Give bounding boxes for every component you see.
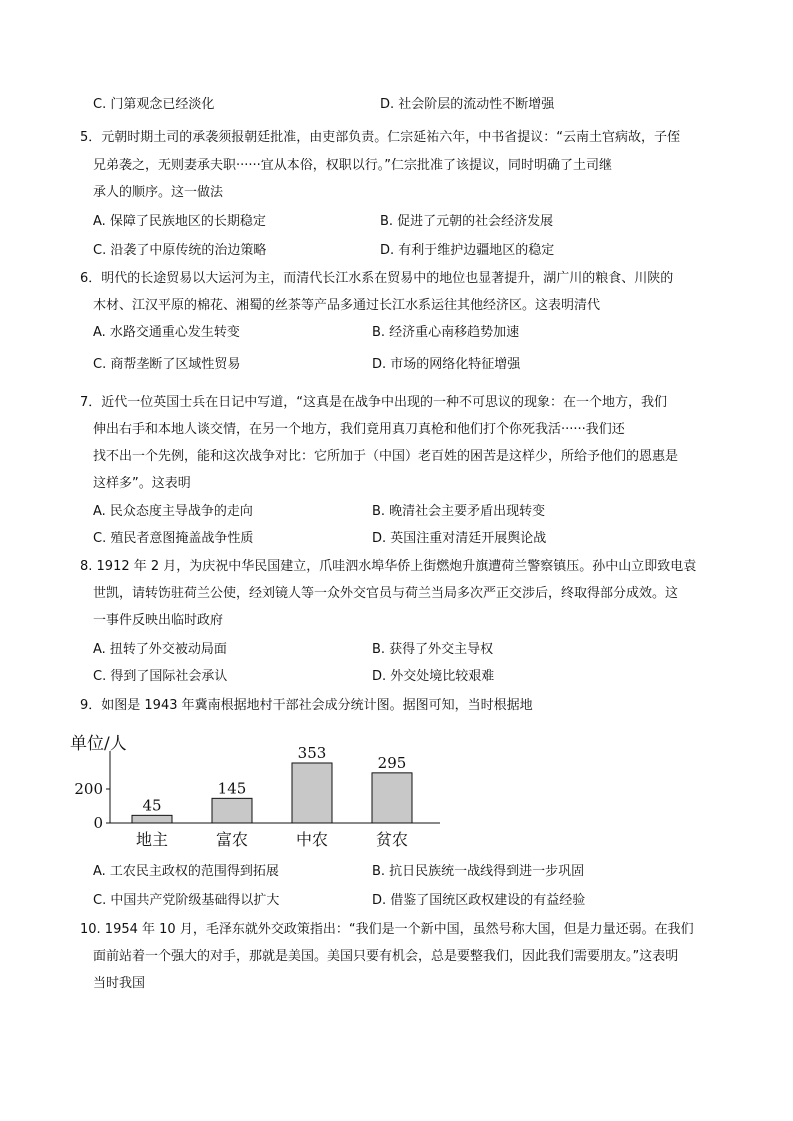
q5-option-b: B. 促进了元朝的社会经济发展 <box>380 214 554 229</box>
bar <box>292 763 332 823</box>
bar-value-label: 145 <box>217 779 247 798</box>
x-tick-label: 中农 <box>295 830 329 849</box>
q7-stem-line-4: 这样多”。这表明 <box>93 476 191 491</box>
q5-stem-line-2: 兄弟袭之，无则妻承夫职······宜从本俗，权职以行。”仁宗批准了该提议，同时明确了土司继 <box>93 158 613 173</box>
q8-option-a: A. 扭转了外交被动局面 <box>93 642 227 657</box>
q9-bar-chart <box>60 728 460 856</box>
bar <box>212 798 252 823</box>
bar-value-label: 353 <box>297 743 327 762</box>
q8-option-d: D. 外交处境比较艰难 <box>372 669 495 684</box>
q8-stem-line-2: 世凯，请转饬驻荷兰公使，经刘镜人等一众外交官员与荷兰当局多次严正交涉后，终取得部分成效。这 <box>93 586 679 601</box>
bar <box>372 773 412 823</box>
q7-stem-line-1: 7．近代一位英国士兵在日记中写道，“这真是在战争中出现的一种不可思议的现象：在一个地方，我们 <box>80 395 668 410</box>
q8-stem-line-3: 一事件反映出临时政府 <box>93 613 224 628</box>
q7-option-c: C. 殖民者意图掩盖战争性质 <box>93 531 254 546</box>
q9-option-b: B. 抗日民族统一战线得到进一步巩固 <box>372 864 585 879</box>
q8-option-c: C. 得到了国际社会承认 <box>93 669 228 684</box>
bar-value-label: 295 <box>377 753 407 772</box>
q4-option-d: D. 社会阶层的流动性不断增强 <box>380 97 555 112</box>
q6-option-a: A. 水路交通重心发生转变 <box>93 325 240 340</box>
q10-stem-line-1: 10. 1954 年 10 月，毛泽东就外交政策指出：“我们是一个新中国，虽然号称大国，但是力量还弱。在我们 <box>80 922 694 937</box>
q5-stem-line-3: 承人的顺序。这一做法 <box>93 185 224 200</box>
q7-option-a: A. 民众态度主导战争的走向 <box>93 504 253 519</box>
q6-option-d: D. 市场的网络化特征增强 <box>372 357 521 372</box>
y-tick-label: 200 <box>74 780 103 798</box>
chart-bars <box>132 744 412 849</box>
q10-stem-line-2: 面前站着一个强大的对手，那就是美国。美国只要有机会，总是要整我们，因此我们需要朋友。”这表明 <box>93 949 679 964</box>
q6-option-b: B. 经济重心南移趋势加速 <box>372 325 520 340</box>
q5-stem-line-1: 5．元朝时期土司的承袭须报朝廷批准，由吏部负责。仁宗延祐六年，中书省提议：“云南土官病故，子侄 <box>80 130 681 145</box>
y-tick-label: 0 <box>93 814 103 832</box>
q9-option-d: D. 借鉴了国统区政权建设的有益经验 <box>372 893 586 908</box>
q6-stem-line-1: 6．明代的长途贸易以大运河为主，而清代长江水系在贸易中的地位也显著提升，湖广川的粮食、川陕的 <box>80 271 674 286</box>
q7-stem-line-3: 找不出一个先例，能和这次战争对比：它所加于（中国）老百姓的困苦是这样少，所给予他们的恩惠是 <box>93 449 679 464</box>
q8-stem-line-1: 8. 1912 年 2 月，为庆祝中华民国建立，爪哇泗水埠华侨上街燃炮升旗遭荷兰警察镇压。孙中山立即致电袁 <box>80 559 697 574</box>
x-tick-label: 贫农 <box>375 830 409 849</box>
x-tick-label: 地主 <box>135 830 169 849</box>
q7-stem-line-2: 伸出右手和本地人谈交情，在另一个地方，我们竟用真刀真枪和他们打个你死我活······我们还 <box>93 422 625 437</box>
q9-stem-line-1: 9．如图是 1943 年冀南根据地村干部社会成分统计图。据图可知，当时根据地 <box>80 698 533 713</box>
q7-option-b: B. 晚清社会主要矛盾出现转变 <box>372 504 546 519</box>
q5-option-c: C. 沿袭了中原传统的治边策略 <box>93 243 267 258</box>
x-tick-label: 富农 <box>215 830 249 849</box>
q8-option-b: B. 获得了外交主导权 <box>372 642 494 657</box>
q6-stem-line-2: 木材、江汉平原的棉花、湘蜀的丝茶等产品多通过长江水系运往其他经济区。这表明清代 <box>93 298 601 313</box>
q4-option-c: C. 门第观念已经淡化 <box>93 97 215 112</box>
chart-unit-label: 单位/人 <box>70 734 127 754</box>
bar-value-label: 45 <box>142 796 162 815</box>
q5-option-a: A. 保障了民族地区的长期稳定 <box>93 214 266 229</box>
q9-option-a: A. 工农民主政权的范围得到拓展 <box>93 864 279 879</box>
q6-option-c: C. 商帮垄断了区域性贸易 <box>93 357 241 372</box>
q7-option-d: D. 英国注重对清廷开展舆论战 <box>372 531 547 546</box>
bar <box>132 815 172 823</box>
q10-stem-line-3: 当时我国 <box>93 976 146 991</box>
q9-option-c: C. 中国共产党阶级基础得以扩大 <box>93 893 280 908</box>
q5-option-d: D. 有利于维护边疆地区的稳定 <box>380 243 555 258</box>
